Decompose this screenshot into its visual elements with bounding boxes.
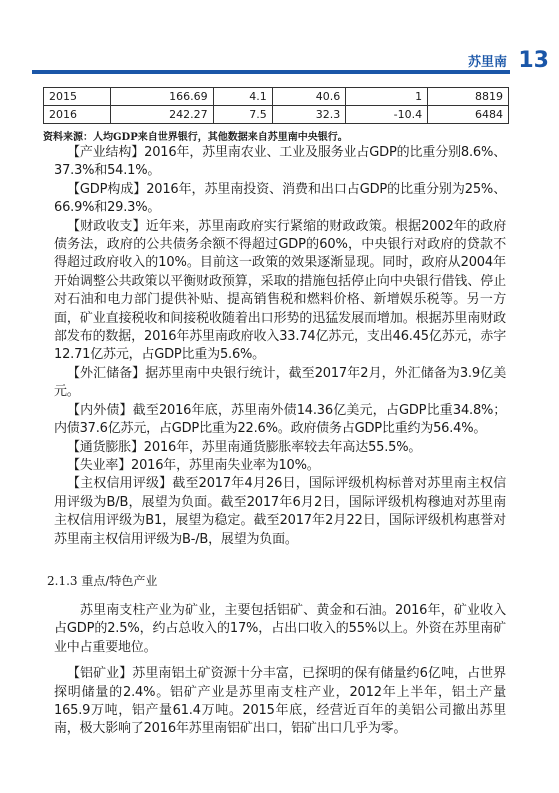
source-note: 资料来源：人均GDP来自世界银行，其他数据来自苏里南中央银行。	[43, 132, 348, 143]
table-cell: 40.6	[272, 88, 346, 106]
table-cell: 166.69	[111, 88, 214, 106]
table-cell: -10.4	[346, 106, 428, 124]
paragraph-credit-rating: 【主权信用评级】截至2017年4月26日，国际评级机构标普对苏里南主权信用评级为B/B，展望为负面。截至2017年6月2日，国际评级机构穆迪对苏里南主权信用评级为B1，展望为稳定。截至2017年2月22日，国际评级机构惠誉对苏里南主权信用评级为B-/B，展望为负面。	[54, 476, 506, 547]
table-row	[44, 106, 509, 124]
table-row	[44, 88, 509, 106]
table-cell: 4.1	[213, 88, 272, 106]
body-text-industry	[54, 602, 506, 739]
paragraph-fiscal-balance: 【财政收支】近年来，苏里南政府实行紧缩的财政政策。根据2002年的政府债务法，政府的公共债务余额不得超过GDP的60%，中央银行对政府的贷款不得超过政府收入的10%。目前这一政策的效果逐渐显现。同时，政府从2004年开始调整公共政策以平衡财政预算，采取的措施包括停止向中央银行借钱、停止对石油和电力部门提供补贴、提高销售税和燃料价格、新增娱乐税等。另一方面，矿业直接税收和间接税收随着出口形势的迅猛发展而增加。根据苏里南财政部发布的数据，2016年苏里南政府收入33.74亿苏元，支出46.45亿苏元，赤字12.71亿苏元，占GDP比重为5.6%。	[54, 218, 506, 363]
table-cell: 7.5	[213, 106, 272, 124]
data-table	[43, 87, 509, 124]
page-number: 13	[518, 48, 549, 73]
paragraph-debt: 【内外债】截至2016年底，苏里南外债14.36亿美元，占GDP比重34.8%；内债37.6亿苏元，占GDP比重为22.6%。政府债务占GDP比重约为56.4%。	[54, 402, 506, 437]
body-text	[54, 144, 506, 549]
table-cell: 242.27	[111, 106, 214, 124]
paragraph-gdp-composition: 【GDP构成】2016年，苏里南投资、消费和出口占GDP的比重分别为25%、66.9%和29.3%。	[54, 181, 506, 216]
header-title: 苏里南	[467, 55, 507, 70]
paragraph-industry-structure: 【产业结构】2016年，苏里南农业、工业及服务业占GDP的比重分别8.6%、37.3%和54.1%。	[54, 145, 506, 179]
paragraph-inflation: 【通货膨胀】2016年，苏里南通货膨胀率较去年高达55.5%。	[67, 439, 422, 455]
header-rule	[32, 70, 510, 74]
paragraph-pillar-industry: 苏里南支柱产业为矿业，主要包括铝矿、黄金和石油。2016年，矿业收入占GDP的2.5%，约占总收入的17%，占出口收入的55%以上。外资在苏里南矿业中占重要地位。	[54, 603, 506, 655]
paragraph-forex-reserves: 【外汇储备】据苏里南中央银行统计，截至2017年2月，外汇储备为3.9亿美元。	[54, 365, 506, 400]
section-heading: 2.1.3 重点/特色产业	[47, 574, 158, 588]
table-cell: 2016	[44, 106, 111, 124]
paragraph-aluminium: 【铝矿业】苏里南铝土矿资源十分丰富，已探明的保有储量约6亿吨，占世界探明储量的2.4%。铝矿产业是苏里南支柱产业，2012年上半年，铝土产量165.9万吨，铝产量61.4万吨。2015年底，经营近百年的美铝公司撤出苏里南，极大影响了2016年苏里南铝矿出口，铝矿出口几乎为零。	[54, 666, 506, 737]
table-cell: 6484	[428, 106, 509, 124]
table-cell: 1	[346, 88, 428, 106]
paragraph-unemployment: 【失业率】2016年，苏里南失业率为10%。	[67, 457, 320, 473]
table-cell: 2015	[44, 88, 111, 106]
table-cell: 32.3	[272, 106, 346, 124]
table-cell: 8819	[428, 88, 509, 106]
